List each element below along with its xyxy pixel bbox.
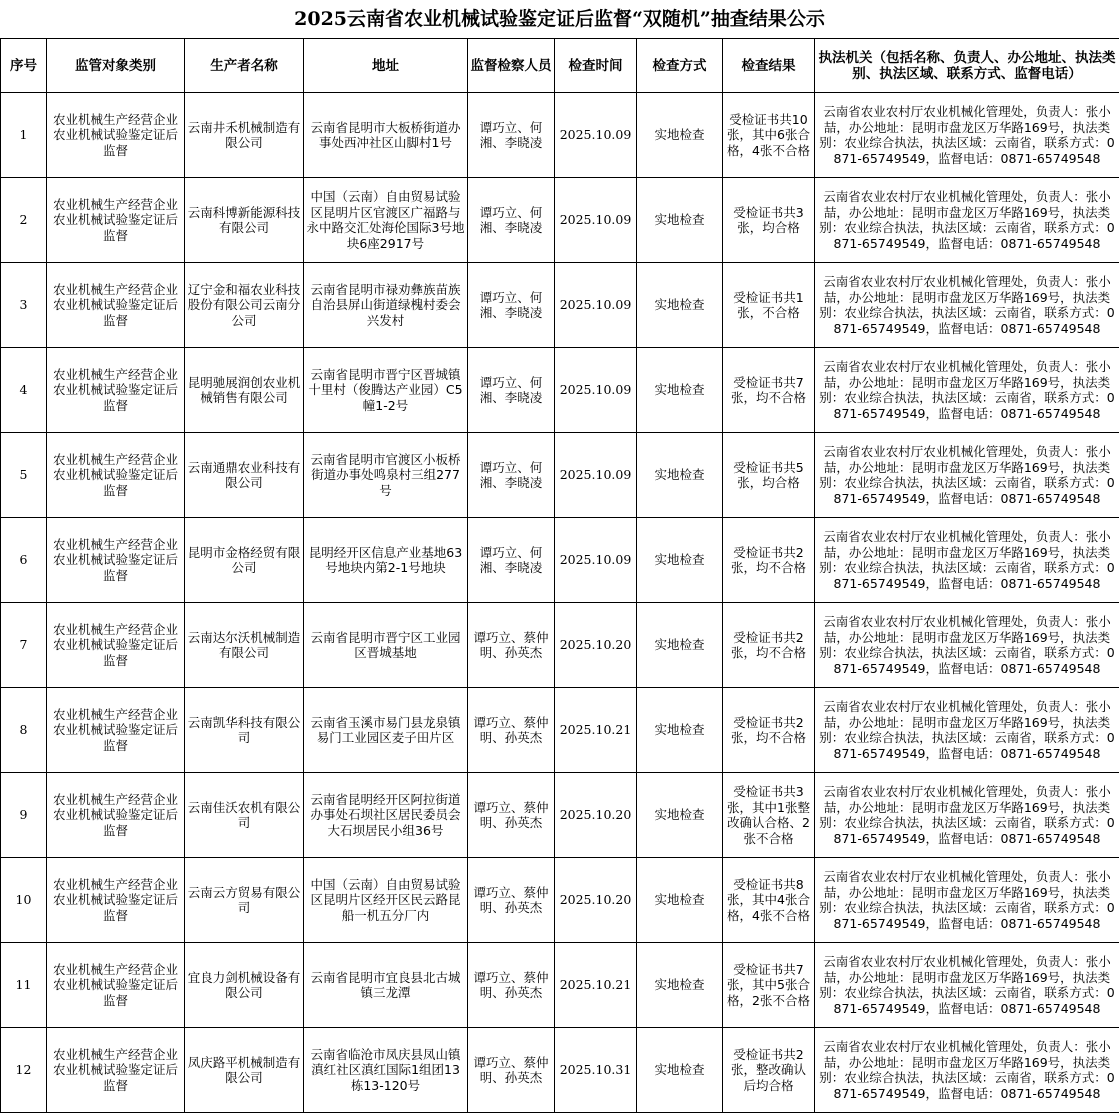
cell-method: 实地检查 — [637, 773, 723, 858]
cell-address: 云南省昆明市晋宁区晋城镇十里村（俊腾达产业园）C5幢1-2号 — [304, 348, 468, 433]
cell-method: 实地检查 — [637, 263, 723, 348]
cell-date: 2025.10.21 — [555, 688, 637, 773]
cell-result: 受检证书共7张，均不合格 — [723, 348, 815, 433]
cell-method: 实地检查 — [637, 858, 723, 943]
cell-category: 农业机械生产经营企业农业机械试验鉴定证后监督 — [47, 178, 185, 263]
table-row — [1, 858, 1119, 943]
cell-seq: 2 — [1, 178, 47, 263]
cell-method: 实地检查 — [637, 688, 723, 773]
cell-result: 受检证书共2张，均不合格 — [723, 688, 815, 773]
cell-seq: 4 — [1, 348, 47, 433]
cell-category: 农业机械生产经营企业农业机械试验鉴定证后监督 — [47, 518, 185, 603]
cell-result: 受检证书共8张，其中4张合格，4张不合格 — [723, 858, 815, 943]
cell-inspectors: 谭巧立、何湘、李晓凌 — [468, 348, 555, 433]
cell-authority: 云南省农业农村厅农业机械化管理处，负责人：张小喆，办公地址：昆明市盘龙区万华路169号，执法类别：农业综合执法，执法区域：云南省，联系方式：0871-65749549，监督电话：0871-65749548 — [815, 263, 1119, 348]
cell-category: 农业机械生产经营企业农业机械试验鉴定证后监督 — [47, 688, 185, 773]
cell-inspectors: 谭巧立、蔡仲明、孙英杰 — [468, 688, 555, 773]
table-row — [1, 518, 1119, 603]
cell-inspectors: 谭巧立、何湘、李晓凌 — [468, 263, 555, 348]
cell-address: 云南省玉溪市易门县龙泉镇易门工业园区麦子田片区 — [304, 688, 468, 773]
header-address: 地址 — [304, 39, 468, 93]
cell-seq: 9 — [1, 773, 47, 858]
cell-authority: 云南省农业农村厅农业机械化管理处，负责人：张小喆，办公地址：昆明市盘龙区万华路169号，执法类别：农业综合执法，执法区域：云南省，联系方式：0871-65749549，监督电话：0871-65749548 — [815, 518, 1119, 603]
cell-authority: 云南省农业农村厅农业机械化管理处，负责人：张小喆，办公地址：昆明市盘龙区万华路169号，执法类别：农业综合执法，执法区域：云南省，联系方式：0871-65749549，监督电话：0871-65749548 — [815, 773, 1119, 858]
table-body — [1, 93, 1119, 1113]
cell-address: 云南省昆明市宜良县北古城镇三龙潭 — [304, 943, 468, 1028]
cell-authority: 云南省农业农村厅农业机械化管理处，负责人：张小喆，办公地址：昆明市盘龙区万华路169号，执法类别：农业综合执法，执法区域：云南省，联系方式：0871-65749549，监督电话：0871-65749548 — [815, 688, 1119, 773]
cell-address: 云南省昆明市禄劝彝族苗族自治县屏山街道绿槐村委会兴发村 — [304, 263, 468, 348]
cell-authority: 云南省农业农村厅农业机械化管理处，负责人：张小喆，办公地址：昆明市盘龙区万华路169号，执法类别：农业综合执法，执法区域：云南省，联系方式：0871-65749549，监督电话：0871-65749548 — [815, 1028, 1119, 1113]
table-row — [1, 433, 1119, 518]
cell-address: 昆明经开区信息产业基地63号地块内第2-1号地块 — [304, 518, 468, 603]
cell-producer: 云南凯华科技有限公司 — [185, 688, 304, 773]
cell-inspectors: 谭巧立、蔡仲明、孙英杰 — [468, 1028, 555, 1113]
table-row — [1, 178, 1119, 263]
cell-producer: 昆明驰展润创农业机械销售有限公司 — [185, 348, 304, 433]
cell-method: 实地检查 — [637, 178, 723, 263]
cell-method: 实地检查 — [637, 93, 723, 178]
table-row — [1, 688, 1119, 773]
cell-category: 农业机械生产经营企业农业机械试验鉴定证后监督 — [47, 773, 185, 858]
cell-result: 受检证书共2张，整改确认后均合格 — [723, 1028, 815, 1113]
header-seq: 序号 — [1, 39, 47, 93]
cell-category: 农业机械生产经营企业农业机械试验鉴定证后监督 — [47, 858, 185, 943]
cell-address: 云南省临沧市凤庆县凤山镇滇红社区滇红国际1组团13栋13-120号 — [304, 1028, 468, 1113]
cell-result: 受检证书共5张，均合格 — [723, 433, 815, 518]
cell-category: 农业机械生产经营企业农业机械试验鉴定证后监督 — [47, 348, 185, 433]
cell-inspectors: 谭巧立、何湘、李晓凌 — [468, 518, 555, 603]
cell-method: 实地检查 — [637, 943, 723, 1028]
cell-inspectors: 谭巧立、何湘、李晓凌 — [468, 433, 555, 518]
cell-result: 受检证书共2张，均不合格 — [723, 603, 815, 688]
header-authority: 执法机关（包括名称、负责人、办公地址、执法类别、执法区域、联系方式、监督电话） — [815, 39, 1119, 93]
table-row — [1, 943, 1119, 1028]
cell-seq: 12 — [1, 1028, 47, 1113]
cell-category: 农业机械生产经营企业农业机械试验鉴定证后监督 — [47, 433, 185, 518]
cell-date: 2025.10.20 — [555, 773, 637, 858]
header-producer: 生产者名称 — [185, 39, 304, 93]
header-result: 检查结果 — [723, 39, 815, 93]
cell-result: 受检证书共1张，不合格 — [723, 263, 815, 348]
cell-seq: 8 — [1, 688, 47, 773]
table-row — [1, 348, 1119, 433]
page-title: 2025云南省农业机械试验鉴定证后监督“双随机”抽查结果公示 — [0, 0, 1119, 38]
cell-seq: 7 — [1, 603, 47, 688]
cell-producer: 昆明市金格经贸有限公司 — [185, 518, 304, 603]
cell-date: 2025.10.09 — [555, 433, 637, 518]
cell-producer: 云南科博新能源科技有限公司 — [185, 178, 304, 263]
cell-date: 2025.10.20 — [555, 858, 637, 943]
cell-result: 受检证书共2张，均不合格 — [723, 518, 815, 603]
cell-address: 中国（云南）自由贸易试验区昆明片区官渡区广福路与永中路交汇处海伦国际3号地块6座2917号 — [304, 178, 468, 263]
cell-authority: 云南省农业农村厅农业机械化管理处，负责人：张小喆，办公地址：昆明市盘龙区万华路169号，执法类别：农业综合执法，执法区域：云南省，联系方式：0871-65749549，监督电话：0871-65749548 — [815, 433, 1119, 518]
cell-method: 实地检查 — [637, 433, 723, 518]
cell-address: 云南省昆明市晋宁区工业园区晋城基地 — [304, 603, 468, 688]
cell-inspectors: 谭巧立、何湘、李晓凌 — [468, 93, 555, 178]
cell-inspectors: 谭巧立、何湘、李晓凌 — [468, 178, 555, 263]
table-row — [1, 93, 1119, 178]
cell-address: 中国（云南）自由贸易试验区昆明片区经开区民云路昆船一机五分厂内 — [304, 858, 468, 943]
cell-authority: 云南省农业农村厅农业机械化管理处，负责人：张小喆，办公地址：昆明市盘龙区万华路169号，执法类别：农业综合执法，执法区域：云南省，联系方式：0871-65749549，监督电话：0871-65749548 — [815, 178, 1119, 263]
cell-date: 2025.10.31 — [555, 1028, 637, 1113]
cell-date: 2025.10.20 — [555, 603, 637, 688]
cell-producer: 云南云方贸易有限公司 — [185, 858, 304, 943]
cell-category: 农业机械生产经营企业农业机械试验鉴定证后监督 — [47, 943, 185, 1028]
cell-authority: 云南省农业农村厅农业机械化管理处，负责人：张小喆，办公地址：昆明市盘龙区万华路169号，执法类别：农业综合执法，执法区域：云南省，联系方式：0871-65749549，监督电话：0871-65749548 — [815, 858, 1119, 943]
cell-result: 受检证书共7张，其中5张合格，2张不合格 — [723, 943, 815, 1028]
cell-date: 2025.10.09 — [555, 263, 637, 348]
header-date: 检查时间 — [555, 39, 637, 93]
cell-method: 实地检查 — [637, 348, 723, 433]
cell-seq: 3 — [1, 263, 47, 348]
cell-result: 受检证书共3张，其中1张整改确认合格、2张不合格 — [723, 773, 815, 858]
table-row — [1, 263, 1119, 348]
cell-method: 实地检查 — [637, 1028, 723, 1113]
cell-address: 云南省昆明市官渡区小板桥街道办事处鸣泉村三组277号 — [304, 433, 468, 518]
cell-producer: 辽宁金和福农业科技股份有限公司云南分公司 — [185, 263, 304, 348]
cell-seq: 11 — [1, 943, 47, 1028]
cell-producer: 云南通鼎农业科技有限公司 — [185, 433, 304, 518]
cell-authority: 云南省农业农村厅农业机械化管理处，负责人：张小喆，办公地址：昆明市盘龙区万华路169号，执法类别：农业综合执法，执法区域：云南省，联系方式：0871-65749549，监督电话：0871-65749548 — [815, 943, 1119, 1028]
cell-result: 受检证书共3张，均合格 — [723, 178, 815, 263]
cell-producer: 凤庆路平机械制造有限公司 — [185, 1028, 304, 1113]
cell-method: 实地检查 — [637, 603, 723, 688]
cell-inspectors: 谭巧立、蔡仲明、孙英杰 — [468, 943, 555, 1028]
cell-inspectors: 谭巧立、蔡仲明、孙英杰 — [468, 858, 555, 943]
cell-date: 2025.10.09 — [555, 518, 637, 603]
cell-category: 农业机械生产经营企业农业机械试验鉴定证后监督 — [47, 263, 185, 348]
cell-seq: 10 — [1, 858, 47, 943]
header-inspectors: 监督检察人员 — [468, 39, 555, 93]
cell-address: 云南省昆明市大板桥街道办事处西冲社区山脚村1号 — [304, 93, 468, 178]
cell-authority: 云南省农业农村厅农业机械化管理处，负责人：张小喆，办公地址：昆明市盘龙区万华路169号，执法类别：农业综合执法，执法区域：云南省，联系方式：0871-65749549，监督电话：0871-65749548 — [815, 93, 1119, 178]
table-row — [1, 603, 1119, 688]
table-row — [1, 1028, 1119, 1113]
cell-producer: 云南井禾机械制造有限公司 — [185, 93, 304, 178]
cell-authority: 云南省农业农村厅农业机械化管理处，负责人：张小喆，办公地址：昆明市盘龙区万华路169号，执法类别：农业综合执法，执法区域：云南省，联系方式：0871-65749549，监督电话：0871-65749548 — [815, 348, 1119, 433]
header-category: 监管对象类别 — [47, 39, 185, 93]
cell-category: 农业机械生产经营企业农业机械试验鉴定证后监督 — [47, 93, 185, 178]
cell-inspectors: 谭巧立、蔡仲明、孙英杰 — [468, 603, 555, 688]
cell-address: 云南省昆明经开区阿拉街道办事处石坝社区居民委员会大石坝居民小组36号 — [304, 773, 468, 858]
cell-date: 2025.10.09 — [555, 178, 637, 263]
cell-authority: 云南省农业农村厅农业机械化管理处，负责人：张小喆，办公地址：昆明市盘龙区万华路169号，执法类别：农业综合执法，执法区域：云南省，联系方式：0871-65749549，监督电话：0871-65749548 — [815, 603, 1119, 688]
cell-seq: 5 — [1, 433, 47, 518]
header-method: 检查方式 — [637, 39, 723, 93]
cell-date: 2025.10.21 — [555, 943, 637, 1028]
cell-producer: 云南佳沃农机有限公司 — [185, 773, 304, 858]
cell-category: 农业机械生产经营企业农业机械试验鉴定证后监督 — [47, 1028, 185, 1113]
cell-seq: 1 — [1, 93, 47, 178]
cell-result: 受检证书共10张，其中6张合格，4张不合格 — [723, 93, 815, 178]
cell-inspectors: 谭巧立、蔡仲明、孙英杰 — [468, 773, 555, 858]
cell-producer: 云南达尔沃机械制造有限公司 — [185, 603, 304, 688]
header-row — [1, 39, 1119, 93]
cell-date: 2025.10.09 — [555, 348, 637, 433]
table-row — [1, 773, 1119, 858]
cell-seq: 6 — [1, 518, 47, 603]
results-table — [0, 38, 1119, 1113]
cell-category: 农业机械生产经营企业农业机械试验鉴定证后监督 — [47, 603, 185, 688]
cell-producer: 宜良力剑机械设备有限公司 — [185, 943, 304, 1028]
cell-date: 2025.10.09 — [555, 93, 637, 178]
cell-method: 实地检查 — [637, 518, 723, 603]
